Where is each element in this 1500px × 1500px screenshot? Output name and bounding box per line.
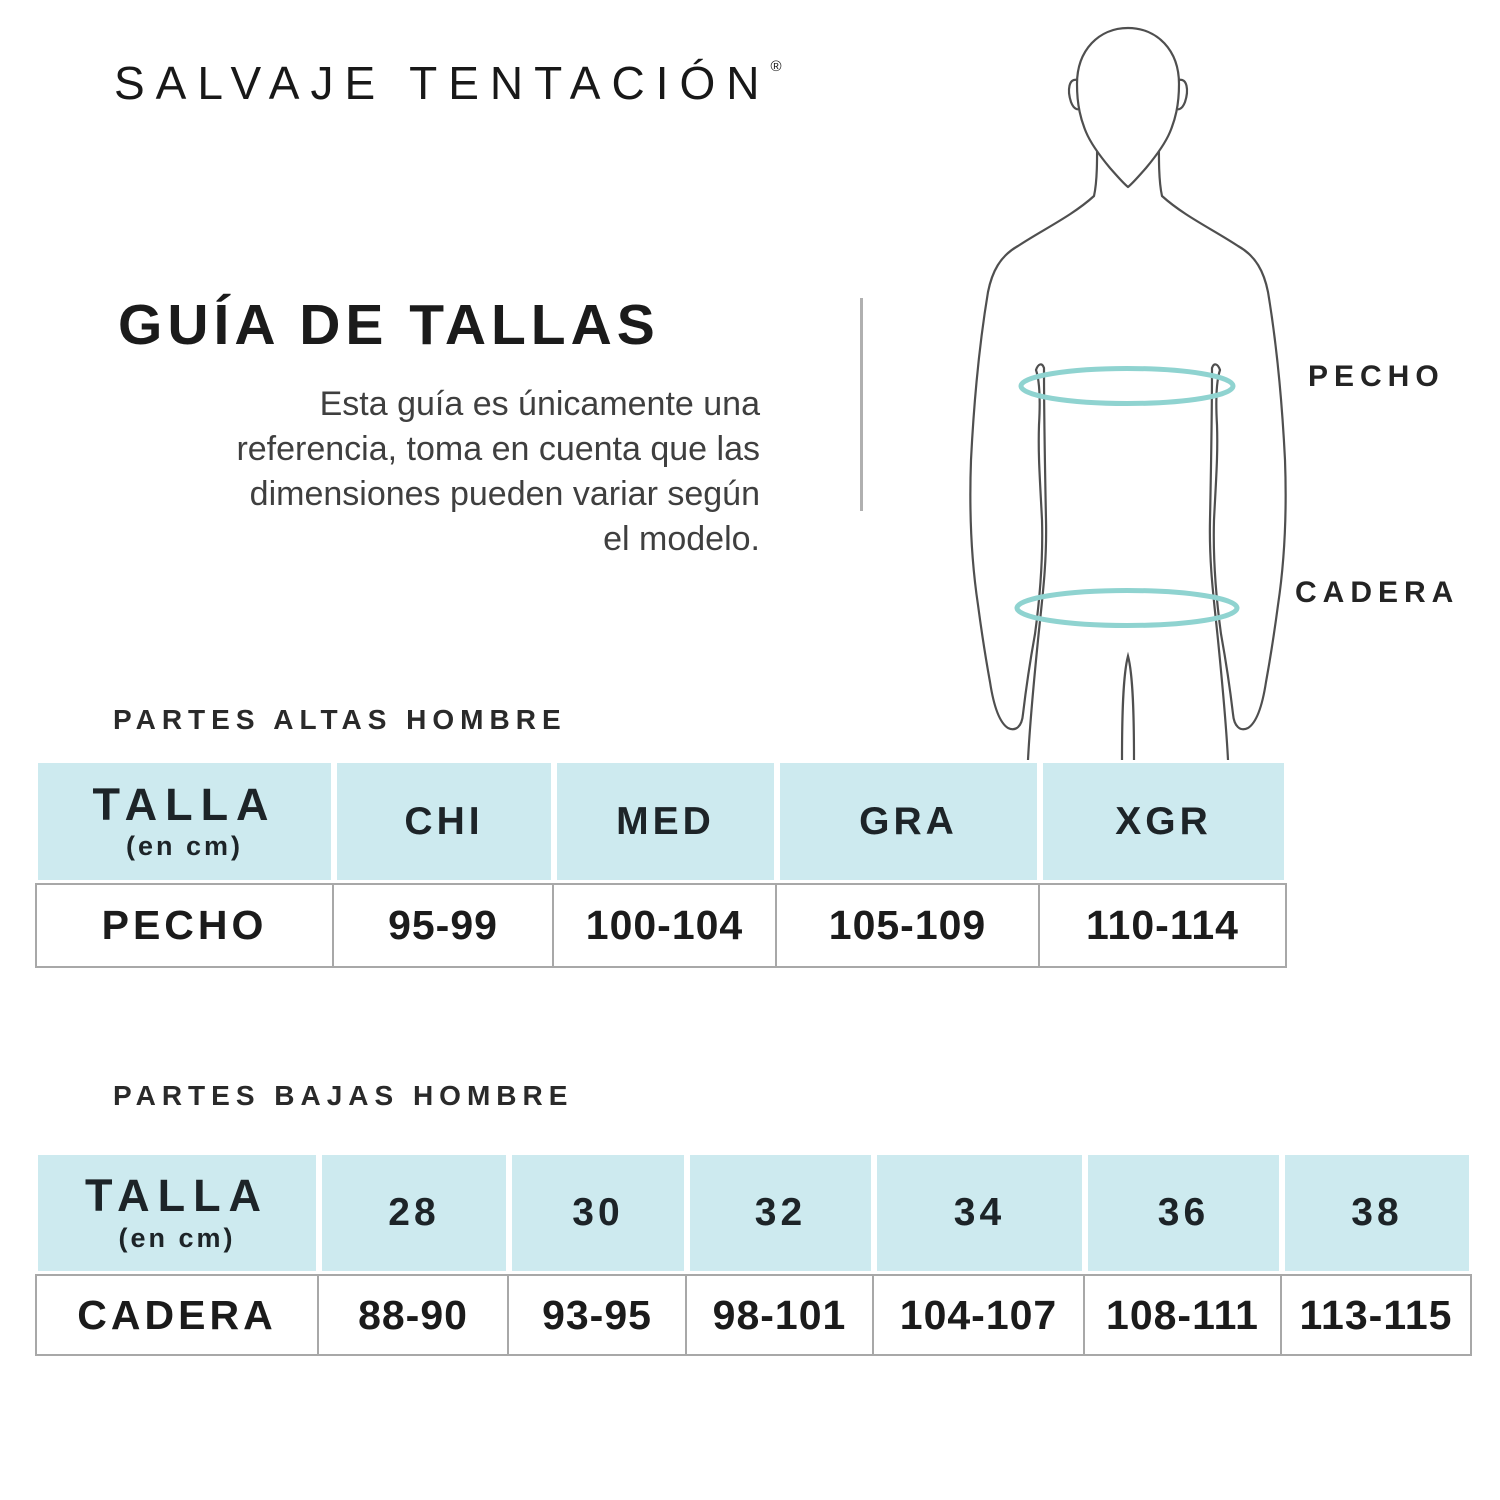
page-title: GUÍA DE TALLAS <box>118 293 660 357</box>
section-title-upper-body: PARTES ALTAS HOMBRE <box>113 704 567 735</box>
value-cell: 100-104 <box>554 883 777 968</box>
guide-description <box>92 382 760 562</box>
upper-body-size-table <box>35 760 1287 968</box>
description-line: Esta guía es únicamente una <box>319 385 760 423</box>
column-header: 38 <box>1282 1152 1472 1274</box>
value-cell: 95-99 <box>334 883 554 968</box>
row-label-cell: CADERA <box>35 1274 319 1356</box>
column-header: 32 <box>687 1152 874 1274</box>
brand-name: SALVAJE TENTACIÓN <box>114 57 771 109</box>
value-cell: 110-114 <box>1040 883 1287 968</box>
value-cell: 105-109 <box>777 883 1040 968</box>
talla-label: TALLA <box>92 778 277 830</box>
description-line: referencia, toma en cuenta que las <box>236 430 760 468</box>
male-body-illustration <box>950 20 1310 760</box>
brand-logo <box>114 56 782 110</box>
description-line: dimensiones pueden variar según <box>249 475 760 513</box>
table-data-row <box>35 1274 1472 1356</box>
lower-body-size-table <box>35 1152 1472 1356</box>
column-header: 28 <box>319 1152 509 1274</box>
description-line: el modelo. <box>603 520 760 558</box>
hip-label: CADERA <box>1295 576 1460 609</box>
column-header: CHI <box>334 760 554 883</box>
column-header: MED <box>554 760 777 883</box>
section-title-lower-body: PARTES BAJAS HOMBRE <box>113 1080 574 1111</box>
unit-label: (en cm) <box>125 831 244 862</box>
head-outline <box>1077 28 1179 187</box>
chest-measure-line <box>1021 369 1233 404</box>
row-label-cell: PECHO <box>35 883 334 968</box>
value-cell: 88-90 <box>319 1274 509 1356</box>
talla-label: TALLA <box>84 1170 270 1222</box>
body-right-contour <box>1159 120 1286 760</box>
male-body-outline <box>950 20 1310 760</box>
body-left-contour <box>970 120 1097 760</box>
value-cell: 104-107 <box>874 1274 1085 1356</box>
table-header-row <box>35 1152 1472 1274</box>
text-figure-divider <box>860 298 863 511</box>
column-header: XGR <box>1040 760 1287 883</box>
value-cell: 113-115 <box>1282 1274 1472 1356</box>
column-header: 30 <box>509 1152 687 1274</box>
crotch-seam-line <box>1122 656 1134 760</box>
hip-measure-line <box>1017 591 1237 626</box>
table-header-row <box>35 760 1287 883</box>
chest-label: PECHO <box>1308 360 1445 393</box>
column-header: GRA <box>777 760 1040 883</box>
header-cell-talla <box>35 760 334 883</box>
unit-label: (en cm) <box>118 1222 236 1253</box>
column-header: 34 <box>874 1152 1085 1274</box>
column-header: 36 <box>1085 1152 1282 1274</box>
header-cell-talla <box>35 1152 319 1274</box>
value-cell: 108-111 <box>1085 1274 1282 1356</box>
value-cell: 93-95 <box>509 1274 687 1356</box>
registered-trademark-icon: ® <box>770 58 782 75</box>
table-data-row <box>35 883 1287 968</box>
value-cell: 98-101 <box>687 1274 874 1356</box>
